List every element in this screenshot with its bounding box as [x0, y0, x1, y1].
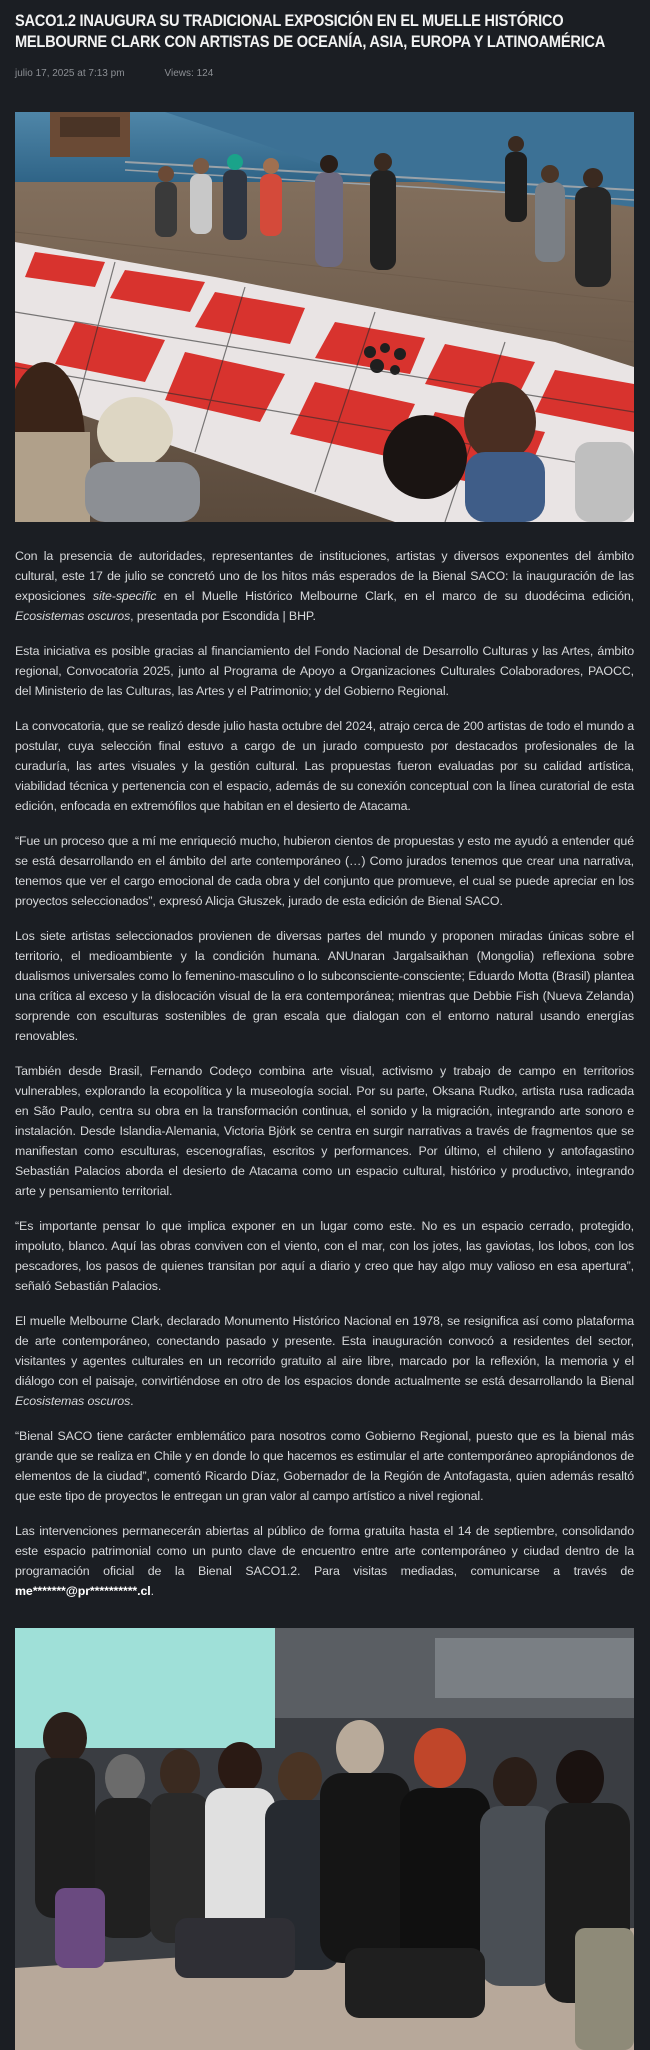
publish-date: julio 17, 2025 at 7:13 pm: [15, 68, 125, 79]
article-body: [15, 546, 634, 1616]
paragraph-5: Los siete artistas seleccionados provienen de diversas partes del mundo y proponen miradas únicas sobre el territorio, el medioambiente y la condición humana. ANUnaran Jargalsaikhan (Mongolia) reflexiona sobre dualismos universales como lo femenino-masculino o lo subconsciente-consciente; Eduardo Motta (Brasil) plantea una crítica al exceso y la dislocación visual de la era contemporánea; mientras que Debbie Fish (Nueva Zelanda) sorprende con esculturas sostenibles de gran escala que dialogan con el entorno natural usando energías renovables.: [15, 929, 634, 1043]
paragraph-6: También desde Brasil, Fernando Codeço combina arte visual, activismo y trabajo de campo en territorios vulnerables, explorando la ecopolítica y la museología social. Por su parte, Oksana Rudko, artista rusa radicada en São Paulo, centra su obra en la transformación continua, el sonido y la migración, integrando arte sonoro e instalación. Desde Islandia-Alemania, Victoria Björk se centra en surgir narrativas a través de fragmentos que se manifiestan como esculturas, escenografías, escritos y performances. Por último, el chileno y antofagastino Sebastián Palacios aborda el desierto de Atacama como un espacio cultural, histórico y productivo, integrando arte y pensamiento territorial.: [15, 1064, 634, 1198]
paragraph-3: La convocatoria, que se realizó desde julio hasta octubre del 2024, atrajo cerca de 200 artistas de todo el mundo a postular, cuya selección final estuvo a cargo de un jurado compuesto por destacados profesionales de la curaduría, las artes visuales y la gestión cultural. Las propuestas fueron evaluadas por su calidad artística, viabilidad técnica y pertenencia con el espacio, además de su conexión conceptual con la línea curatorial de esta edición, enfocada en extremófilos que habitan en el desierto de Atacama.: [15, 719, 634, 813]
article-title: SACO1.2 INAUGURA SU TRADICIONAL EXPOSICIÓN EN EL MUELLE HISTÓRICO MELBOURNE CLARK CON ARTISTAS DE OCEANÍA, ASIA, EUROPA Y LATINOAMÉRICA: [15, 11, 606, 51]
contact-email[interactable]: me*******@pr**********.cl: [15, 1584, 151, 1598]
article-photo-audience: [15, 1628, 634, 2050]
paragraph-9: “Bienal SACO tiene carácter emblemático para nosotros como Gobierno Regional, puesto que es la bienal más grande que se realiza en Chile y en donde lo que hacemos es estimular el arte contemporáneo apropiándonos de elementos de la ciudad”, comentó Ricardo Díaz, Gobernador de la Región de Antofagasta, quien además resaltó que este tipo de proyectos le entregan un gran valor al campo artístico a nivel regional.: [15, 1429, 634, 1503]
paragraph-1: Con la presencia de autoridades, representantes de instituciones, artistas y diversos exponentes del ámbito cultural, este 17 de julio se concretó uno de los hitos más esperados de la Bienal SACO: la inauguración de las exposiciones site-specific en el Muelle Histórico Melbourne Clark, en el marco de su duodécima edición, Ecosistemas oscuros, presentada por Escondida | BHP.: [15, 549, 635, 623]
paragraph-4: “Fue un proceso que a mí me enriqueció mucho, hubieron cientos de propuestas y esto me ayudó a entender qué se está desarrollando en el ámbito del arte contemporáneo (…) Como jurados tenemos que crear una narrativa, tenemos que ver el cargo emocional de cada obra y del conjunto que promueve, el cual se puede apreciar en los proyectos seleccionados”, expresó Alicja Głuszek, jurado de esta edición de Bienal SACO.: [15, 834, 634, 908]
paragraph-7: “Es importante pensar lo que implica exponer en un lugar como este. No es un espacio cerrado, protegido, impoluto, blanco. Aquí las obras conviven con el viento, con el mar, con los jotes, las gaviotas, los lobos, con los pescadores, los pasos de quienes transitan por aquí a diario y creo que hay algo muy valioso en esa apertura”, señaló Sebastián Palacios.: [15, 1219, 634, 1293]
article-photo-pier-installation: [15, 112, 634, 522]
article-meta: [15, 68, 213, 79]
paragraph-10: Las intervenciones permanecerán abiertas al público de forma gratuita hasta el 14 de septiembre, consolidando este espacio patrimonial como un punto clave de encuentro entre arte contemporáneo y ciudad dentro de la programación oficial de la Bienal SACO1.2. Para visitas mediadas, comunicarse a través de me*******@pr**********.cl.: [15, 1524, 634, 1598]
paragraph-2: Esta iniciativa es posible gracias al financiamiento del Fondo Nacional de Desarrollo Culturas y las Artes, ámbito regional, Convocatoria 2025, junto al Programa de Apoyo a Organizaciones Culturales Colaboradores, PAOCC, del Ministerio de las Culturas, las Artes y el Patrimonio; y del Gobierno Regional.: [15, 644, 634, 698]
paragraph-8: El muelle Melbourne Clark, declarado Monumento Histórico Nacional en 1978, se resignifica así como plataforma de arte contemporáneo, conectando pasado y presente. Esta inauguración convocó a residentes del sector, visitantes y agentes culturales en un recorrido gratuito al aire libre, marcado por la reflexión, la memoria y el diálogo con el paisaje, convirtiéndose en otro de los espacios donde actualmente se está desarrollando la Bienal Ecosistemas oscuros.: [15, 1314, 634, 1408]
view-count: Views: 124: [164, 68, 214, 79]
